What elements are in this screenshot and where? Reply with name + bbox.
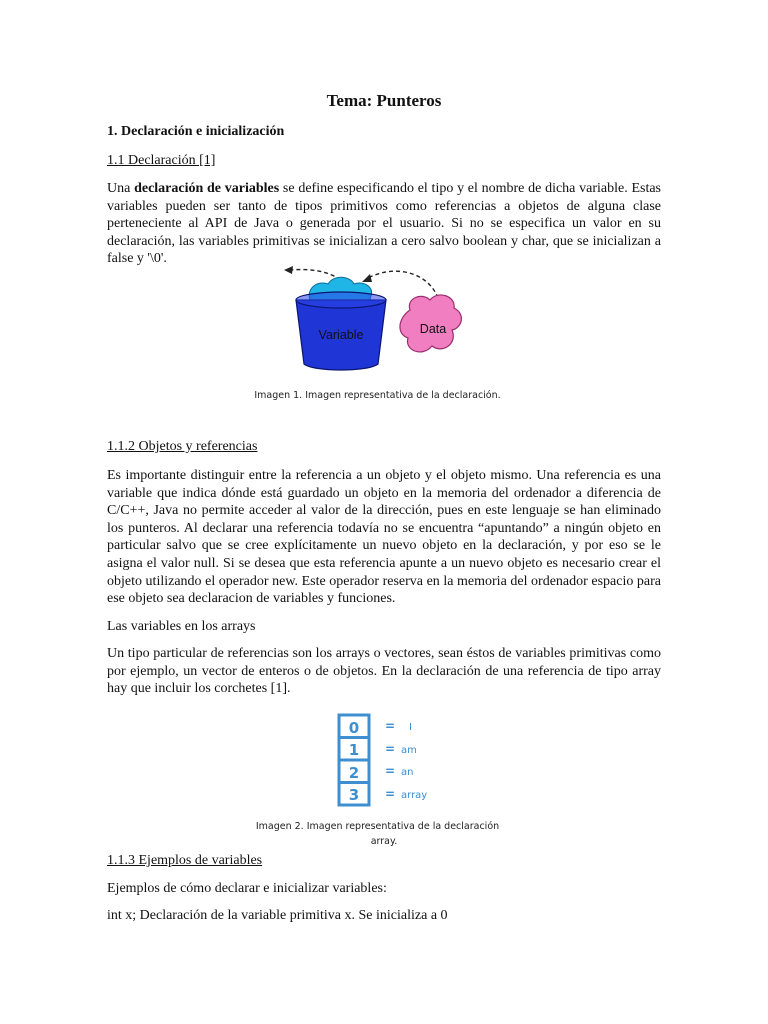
declaracion-paragraph	[107, 180, 661, 268]
array-index: 0	[348, 719, 360, 737]
paragraph-intro: Una	[107, 181, 135, 196]
array-value: array	[401, 790, 428, 801]
objetos-paragraph: Es importante distinguir entre la referencia a un objeto y el objeto mismo. Una referencia es una variable que indica dónde está guardado un objeto en la memoria del ordenador a diferencia de C/C++, Java no permite acceder al valor de la dirección, pues en este lenguaje se han eliminado los punteros. Al declarar una referencia todavía no se encuentra “apuntando” a ningún objeto en particular salvo que se cree explícitamente un nuevo objeto en la declaración, y por eso se le asigna el valor null. Si se desea que esta referencia apunte a un nuevo objeto es necesario crear el objeto utilizando el operador new. Este operador reserva en la memoria del ordenador espacio para ese objeto sea declaracion de variables y funciones.	[107, 468, 661, 607]
paragraph-rest: se define especificando el tipo y el nombre de dicha variable. Estas variables pueden ser tanto de tipos primitivos como referencias a objetos de alguna clase perteneciente al API de Java o generada por el usuario. Si no se especifica un valor en su declaración, las variables primitivas se inicializan a cero salvo boolean y char, que se inicializan a false y '\0'.	[107, 181, 661, 267]
array-index: 1	[348, 741, 360, 759]
subsection-heading-ejemplos: 1.1.3 Ejemplos de variables	[107, 853, 263, 868]
blob-data-label: Data	[419, 322, 447, 336]
dashed-arrow-right	[368, 271, 438, 298]
bucket-variable-label: Variable	[318, 328, 364, 342]
arrow-head-right	[362, 274, 372, 282]
section-heading-declaracion: 1. Declaración e inicialización	[107, 124, 285, 139]
ejemplo-int-x: int x; Declaración de la variable primitiva x. Se inicializa a 0	[107, 908, 448, 923]
array-value: am	[401, 745, 417, 756]
bold-term: declaración de variables	[134, 181, 280, 196]
figure-2-caption-line2: array.	[370, 836, 398, 847]
array-index: 2	[348, 764, 360, 782]
array-index: 3	[348, 786, 360, 804]
figure-2-caption-line1: Imagen 2. Imagen representativa de la declaración	[255, 821, 500, 832]
bucket-rim	[296, 292, 386, 308]
arrays-paragraph: Un tipo particular de referencias son los arrays o vectores, sean éstos de variables primitivas como por ejemplo, un vector de enteros o de objetos. En la declaración de una referencia de tipo array hay que incluir los corchetes [1].	[107, 646, 661, 697]
subsection-heading-declaracion: 1.1 Declaración [1]	[107, 153, 216, 168]
subsection-heading-objetos: 1.1.2 Objetos y referencias	[107, 439, 258, 454]
equals-sign: =	[385, 764, 396, 778]
equals-sign: =	[385, 787, 396, 801]
array-value: an	[401, 767, 414, 778]
declaration-figure	[280, 262, 466, 378]
ejemplos-intro: Ejemplos de cómo declarar e inicializar variables:	[107, 881, 387, 896]
page-title: Tema: Punteros	[326, 91, 442, 110]
arrow-head-left	[284, 266, 293, 274]
arrays-subheading: Las variables en los arrays	[107, 619, 256, 634]
array-figure	[333, 713, 443, 807]
array-value: I	[409, 722, 412, 733]
equals-sign: =	[385, 742, 396, 756]
figure-1-caption: Imagen 1. Imagen representativa de la declaración.	[254, 390, 501, 401]
equals-sign: =	[385, 719, 396, 733]
